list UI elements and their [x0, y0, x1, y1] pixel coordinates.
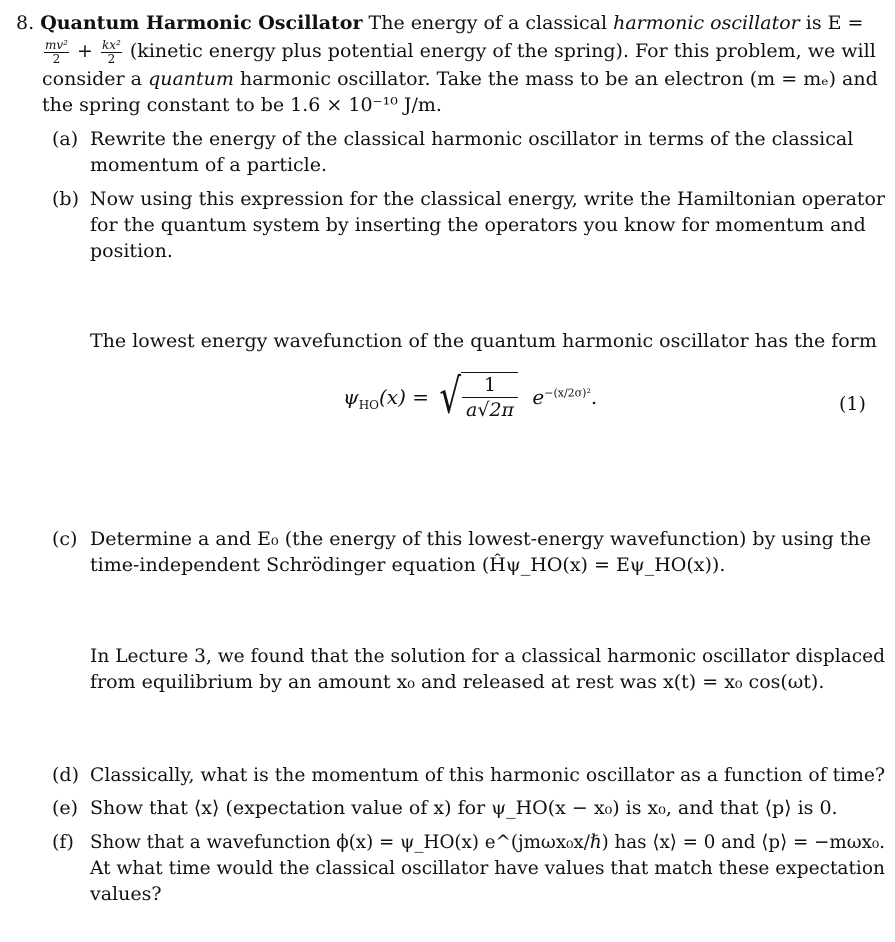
part-c-label: (c): [52, 528, 78, 550]
kinetic-fraction: $\frac{\text{mv²}}{2}$: [45, 37, 68, 66]
equation-lhs: $\psi_{HO}(x)$ =: [343, 385, 429, 412]
part-c-line-1: Determine a and E₀ (the energy of this lowest-energy wavefunction) by using the: [90, 528, 871, 550]
problem-number: 8.: [16, 12, 35, 34]
intro-text-1: The energy of a classical: [368, 12, 608, 34]
intro-text-3b: harmonic oscillator. Take the mass to be an electron (m = mₑ) and: [239, 68, 878, 90]
part-f-line-1: Show that a wavefunction ϕ(x) = ψ_HO(x) e^(jmωx₀x/ℏ) has ⟨x⟩ = 0 and ⟨p⟩ = −mωx₀.: [90, 831, 885, 853]
wavefunction-intro: The lowest energy wavefunction of the quantum harmonic oscillator has the form: [90, 330, 877, 352]
problem-title: Quantum Harmonic Oscillator: [40, 12, 363, 34]
part-f-line-3: values?: [90, 883, 162, 905]
intro-text-3a: consider a: [42, 68, 143, 90]
equation-1: [343, 369, 598, 432]
equation-number: (1): [839, 393, 866, 415]
part-b-label: (b): [52, 188, 79, 210]
potential-fraction: $\frac{\text{kx²}}{2}$: [101, 37, 121, 66]
part-a-line-1: Rewrite the energy of the classical harmonic oscillator in terms of the classical: [90, 128, 854, 150]
intro-emphasis-1: harmonic oscillator: [613, 12, 800, 34]
lecture-line-1: In Lecture 3, we found that the solution for a classical harmonic oscillator displaced: [90, 645, 886, 667]
part-b-line-3: position.: [90, 240, 173, 262]
part-f-label: (f): [52, 831, 74, 853]
problem-line-4: [42, 92, 442, 118]
problem-line-3: [42, 66, 878, 92]
part-b-line-1: Now using this expression for the classical energy, write the Hamiltonian operator: [90, 188, 885, 210]
part-d-line-1: Classically, what is the momentum of this harmonic oscillator as a function of time?: [90, 764, 886, 786]
part-b-line-2: for the quantum system by inserting the operators you know for momentum and: [90, 214, 866, 236]
part-e-line-1: Show that ⟨x⟩ (expectation value of x) for ψ_HO(x − x₀) is x₀, and that ⟨p⟩ is 0.: [90, 797, 838, 819]
part-c-line-2: time-independent Schrödinger equation (Ĥψ_HO(x) = Eψ_HO(x)).: [90, 554, 726, 576]
plus-sign: +: [77, 40, 93, 62]
sqrt-sign-icon: √: [439, 369, 462, 425]
lecture-line-2: from equilibrium by an amount x₀ and released at rest was x(t) = x₀ cos(ωt).: [90, 671, 825, 693]
part-f-line-2: At what time would the classical oscillator have values that match these expectation: [90, 857, 885, 879]
part-d-label: (d): [52, 764, 79, 786]
part-a-label: (a): [52, 128, 79, 150]
equation-exponential: $e^{-(x/2\sigma)^2}$.: [532, 385, 598, 409]
intro-text-1-tail: is E =: [805, 12, 864, 34]
problem-line-1: [16, 10, 863, 36]
problem-line-2: [42, 38, 876, 66]
intro-text-2: (kinetic energy plus potential energy of the spring). For this problem, we will: [129, 40, 876, 62]
equation-fraction: $\frac{1}{a√2\pi}$: [461, 372, 518, 422]
part-a-line-2: momentum of a particle.: [90, 154, 328, 176]
part-e-label: (e): [52, 797, 79, 819]
intro-emphasis-3: quantum: [148, 68, 234, 90]
intro-text-4: the spring constant to be 1.6 × 10⁻¹⁰ J/m.: [42, 94, 442, 116]
